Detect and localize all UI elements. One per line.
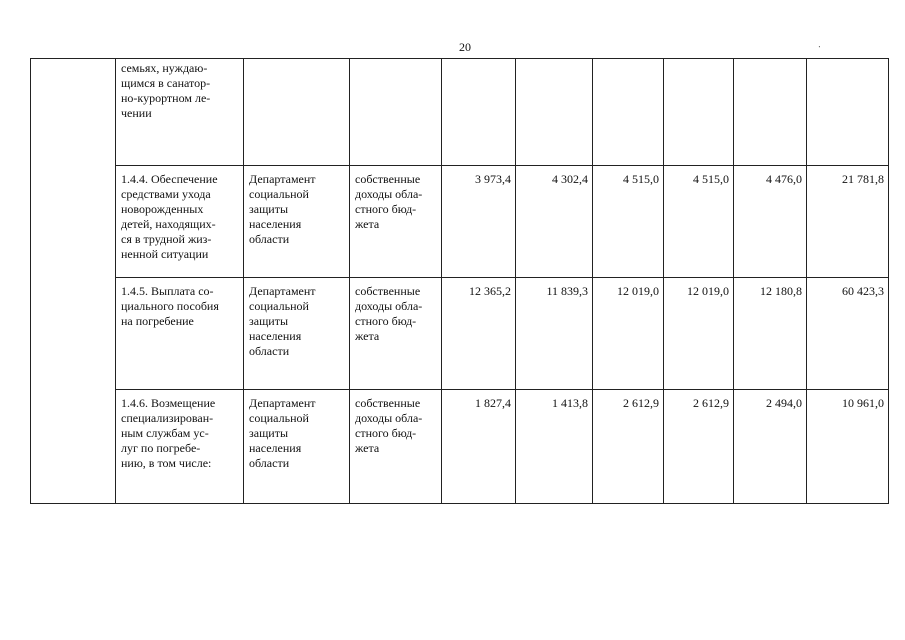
executor-cell-line: социальной <box>249 299 309 313</box>
executor-cell-line: Департамент <box>249 284 316 298</box>
year-value-cell <box>664 59 734 166</box>
margin-mark: · <box>816 41 824 54</box>
funding-source-cell <box>350 166 442 278</box>
executor-cell <box>244 166 350 278</box>
year-value-cell: 4 515,0 <box>593 166 664 278</box>
executor-cell-line: населения <box>249 217 302 231</box>
total-value-cell: 60 423,3 <box>807 278 889 390</box>
year-value-cell: 4 515,0 <box>664 166 734 278</box>
total-value-cell: 21 781,8 <box>807 166 889 278</box>
table-body <box>31 59 889 504</box>
measure-name-cell <box>116 390 244 504</box>
measure-name-cell-line: ным службам ус- <box>121 426 209 440</box>
funding-source-cell <box>350 59 442 166</box>
funding-source-cell-line: жета <box>355 329 380 343</box>
year-value-cell: 12 180,8 <box>734 278 807 390</box>
funding-source-cell-line: жета <box>355 217 380 231</box>
executor-cell-line: Департамент <box>249 396 316 410</box>
total-value-cell: 10 961,0 <box>807 390 889 504</box>
measure-name-cell-line: ненной ситуации <box>121 247 209 261</box>
measure-name-cell-line: 1.4.4. Обеспечение <box>121 172 218 186</box>
executor-cell-line: защиты <box>249 314 289 328</box>
measure-name-cell-line: но-курортном ле- <box>121 91 211 105</box>
executor-cell-line: области <box>249 456 290 470</box>
measure-name-cell-line: циального пособия <box>121 299 219 313</box>
funding-source-cell-line: доходы обла- <box>355 187 423 201</box>
year-value-cell: 4 302,4 <box>516 166 593 278</box>
executor-cell <box>244 59 350 166</box>
year-value-cell <box>734 59 807 166</box>
measure-name-cell-line: чении <box>121 106 152 120</box>
year-value-cell: 1 413,8 <box>516 390 593 504</box>
executor-cell-line: Департамент <box>249 172 316 186</box>
executor-cell-line: области <box>249 344 290 358</box>
funding-source-cell-line: доходы обла- <box>355 299 423 313</box>
funding-source-cell-line: стного бюд- <box>355 202 417 216</box>
measure-name-cell-line: 1.4.5. Выплата со- <box>121 284 214 298</box>
table-row <box>31 278 889 390</box>
year-value-cell <box>593 59 664 166</box>
measure-name-cell-line: нию, в том числе: <box>121 456 212 470</box>
total-value-cell <box>807 59 889 166</box>
measure-name-cell-line: новорожденных <box>121 202 204 216</box>
measure-name-cell <box>116 166 244 278</box>
year-value-cell <box>442 59 516 166</box>
empty-first-column-cell <box>31 59 116 504</box>
funding-source-cell-line: собственные <box>355 172 421 186</box>
executor-cell-line: защиты <box>249 202 289 216</box>
measure-name-cell-line: детей, находящих- <box>121 217 216 231</box>
measure-name-cell-line: 1.4.6. Возмещение <box>121 396 216 410</box>
measure-name-cell-line: средствами ухода <box>121 187 211 201</box>
funding-source-cell-line: собственные <box>355 284 421 298</box>
funding-source-cell-line: доходы обла- <box>355 411 423 425</box>
table-row <box>31 59 889 166</box>
year-value-cell <box>516 59 593 166</box>
funding-source-cell-line: стного бюд- <box>355 314 417 328</box>
executor-cell-line: области <box>249 232 290 246</box>
measure-name-cell-line: луг по погребе- <box>121 441 201 455</box>
measure-name-cell-line: ся в трудной жиз- <box>121 232 212 246</box>
funding-source-cell <box>350 390 442 504</box>
executor-cell-line: социальной <box>249 411 309 425</box>
year-value-cell: 3 973,4 <box>442 166 516 278</box>
year-value-cell: 2 612,9 <box>664 390 734 504</box>
executor-cell-line: защиты <box>249 426 289 440</box>
funding-source-cell-line: жета <box>355 441 380 455</box>
executor-cell <box>244 278 350 390</box>
measure-name-cell-line: щимся в санатор- <box>121 76 211 90</box>
measure-name-cell-line: на погребение <box>121 314 194 328</box>
table-row <box>31 390 889 504</box>
year-value-cell: 4 476,0 <box>734 166 807 278</box>
measure-name-cell-line: семьях, нуждаю- <box>121 61 208 75</box>
measure-name-cell-line: специализирован- <box>121 411 214 425</box>
executor-cell <box>244 390 350 504</box>
measure-name-cell <box>116 278 244 390</box>
year-value-cell: 11 839,3 <box>516 278 593 390</box>
executor-cell-line: населения <box>249 329 302 343</box>
year-value-cell: 12 019,0 <box>664 278 734 390</box>
table-row <box>31 166 889 278</box>
funding-source-cell-line: стного бюд- <box>355 426 417 440</box>
year-value-cell: 1 827,4 <box>442 390 516 504</box>
page-number: 20 <box>459 40 471 54</box>
measure-name-cell <box>116 59 244 166</box>
year-value-cell: 12 365,2 <box>442 278 516 390</box>
year-value-cell: 12 019,0 <box>593 278 664 390</box>
year-value-cell: 2 494,0 <box>734 390 807 504</box>
budget-table <box>30 58 889 504</box>
funding-source-cell-line: собственные <box>355 396 421 410</box>
executor-cell-line: социальной <box>249 187 309 201</box>
year-value-cell: 2 612,9 <box>593 390 664 504</box>
funding-source-cell <box>350 278 442 390</box>
executor-cell-line: населения <box>249 441 302 455</box>
